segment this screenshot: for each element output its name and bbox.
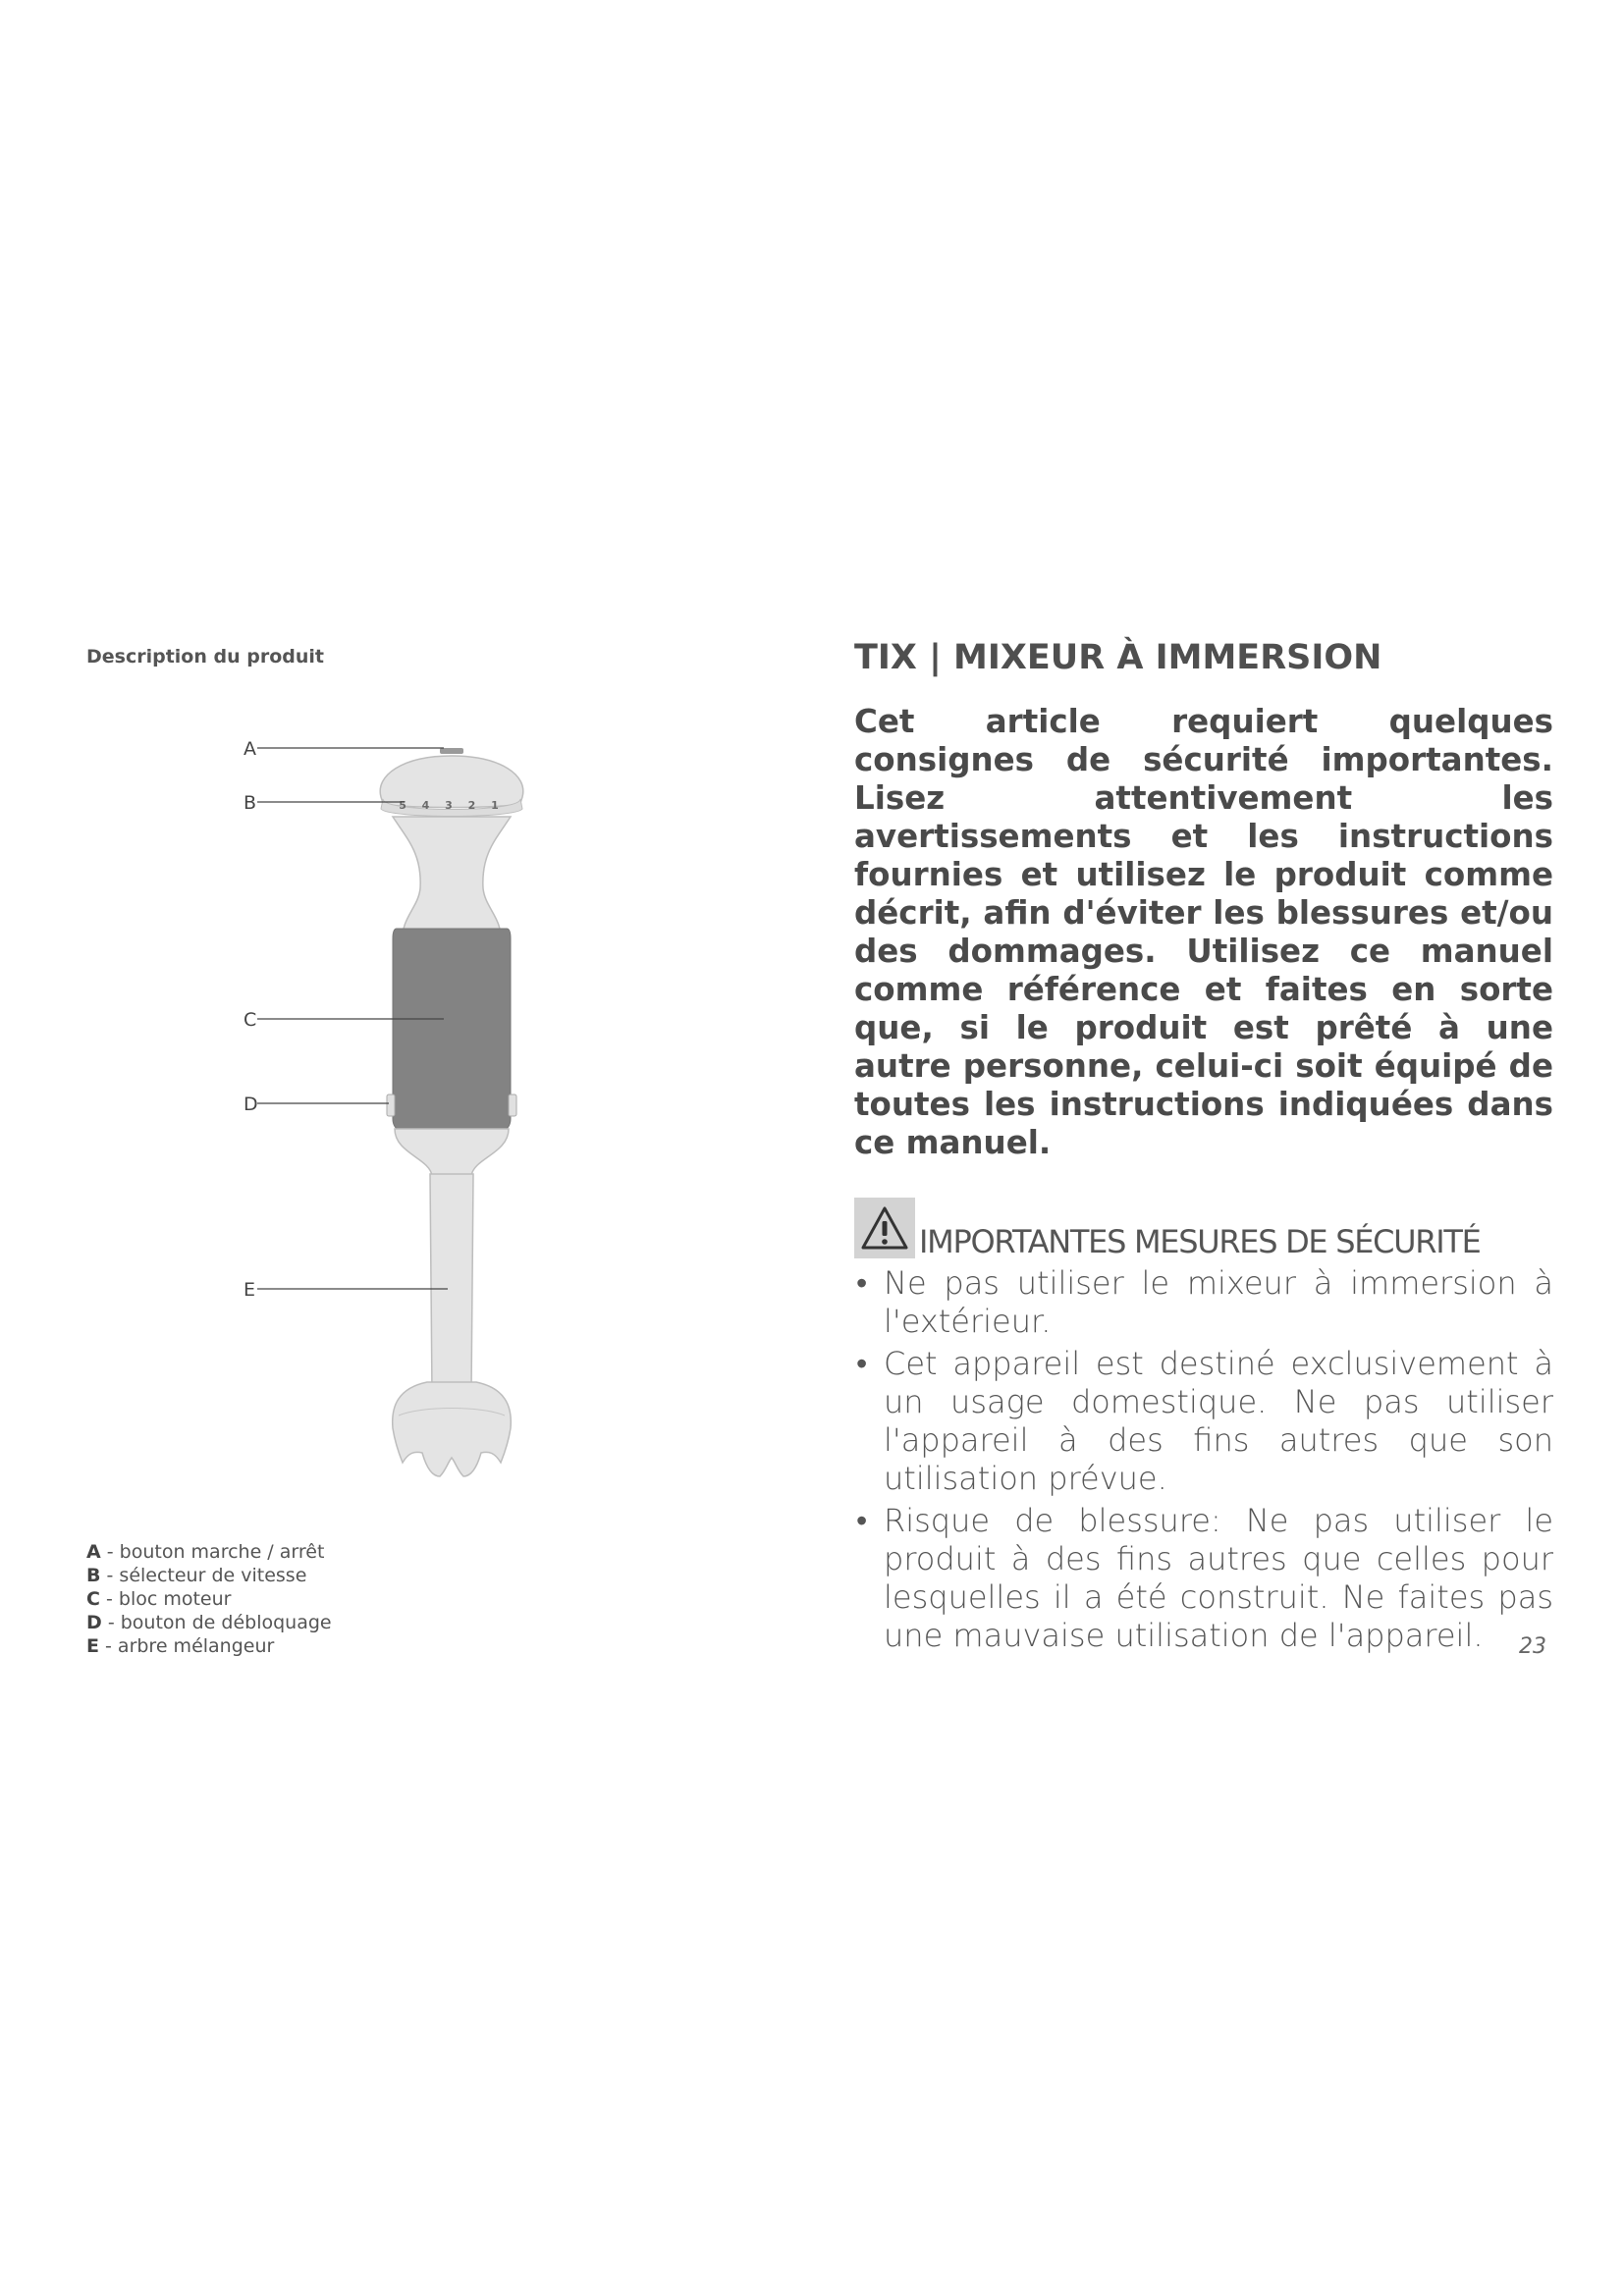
legend-text: - bouton de débloquage	[101, 1612, 332, 1633]
legend-key: A	[86, 1541, 101, 1563]
legend-row	[86, 1564, 332, 1587]
blender-foot-shape	[393, 1382, 512, 1476]
label-e: E	[244, 1279, 256, 1301]
intro-paragraph: Cet article requiert quelques consignes de sécurité importantes. Lisez attentivement les avertissements et les instructions fournies et utilisez le produit comme décrit, afin d'éviter les blessures et/ou des dommages. Utilisez ce manuel comme référence et faites en sorte que, si le produit est prêté à une autre personne, celui-ci soit équipé de toutes les instructions indiquées dans ce manuel.	[854, 703, 1553, 1161]
page-number: 23	[1519, 1634, 1546, 1659]
legend-row	[86, 1634, 332, 1658]
bullet-dot: •	[856, 1345, 868, 1382]
collar-shape	[395, 1129, 509, 1176]
safety-list	[854, 1264, 1553, 1655]
legend-row	[86, 1540, 332, 1564]
list-item	[854, 1502, 1553, 1655]
legend-key: D	[86, 1612, 102, 1633]
list-item	[854, 1264, 1553, 1341]
list-item-text: Risque de blessure: Ne pas utiliser le produit à des fins autres que celles pour lesquelles il a été construit. Ne faites pas une mauvaise utilisation de l'appareil.	[884, 1502, 1553, 1654]
release-button-left-shape	[387, 1095, 395, 1116]
label-b: B	[244, 792, 257, 814]
safety-heading	[854, 1196, 1553, 1258]
on-off-button-shape	[440, 748, 463, 754]
legend-key: C	[86, 1588, 100, 1610]
release-button-right-shape	[509, 1095, 516, 1116]
legend-row	[86, 1611, 332, 1634]
product-description-title: Description du produit	[86, 646, 324, 667]
right-column	[854, 638, 1553, 1659]
legend-key: B	[86, 1565, 101, 1586]
bullet-dot: •	[856, 1264, 868, 1302]
label-d: D	[244, 1094, 258, 1115]
list-item-text: Ne pas utiliser le mixeur à immersion à l'extérieur.	[884, 1264, 1553, 1340]
speed-dial-numbers: 5 4 3 2 1	[399, 799, 505, 812]
motor-block-shape	[393, 929, 511, 1133]
warning-icon	[854, 1198, 915, 1258]
list-item-text: Cet appareil est destiné exclusivement à un usage domestique. Ne pas utiliser l'appareil à des fins autres que son utilisation prévue.	[884, 1345, 1553, 1497]
label-c: C	[244, 1009, 257, 1031]
blender-neck-shape	[393, 817, 511, 942]
label-a: A	[244, 738, 256, 760]
legend-key: E	[86, 1635, 99, 1657]
list-item	[854, 1345, 1553, 1498]
legend-text: - arbre mélangeur	[98, 1635, 275, 1657]
parts-legend	[86, 1540, 332, 1658]
legend-text: - bloc moteur	[99, 1588, 232, 1610]
blending-shaft-shape	[430, 1174, 473, 1394]
legend-text: - sélecteur de vitesse	[100, 1565, 307, 1586]
legend-row	[86, 1587, 332, 1611]
bullet-dot: •	[856, 1502, 868, 1539]
hand-blender-illustration	[226, 707, 579, 1492]
hand-blender-diagram	[226, 707, 579, 1492]
legend-text: - bouton marche / arrêt	[100, 1541, 325, 1563]
safety-title: IMPORTANTES MESURES DE SÉCURITÉ	[919, 1223, 1481, 1260]
page-title: TIX | MIXEUR À IMMERSION	[854, 638, 1382, 677]
